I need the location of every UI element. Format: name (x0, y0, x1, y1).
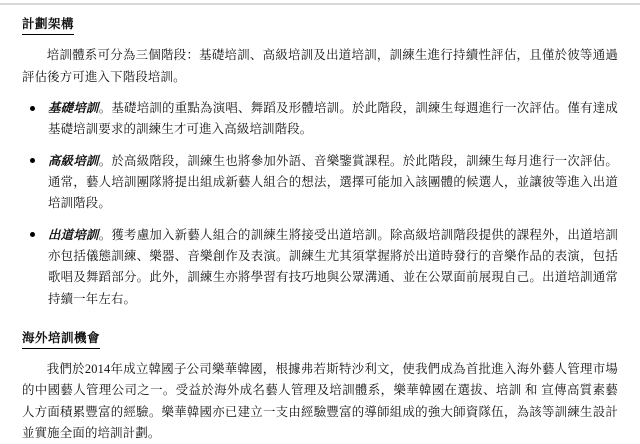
list-item-text: 。於高級階段，訓練生也將參加外語、音樂鑒賞課程。於此階段，訓練生每月進行一次評估。通常，藝人培訓團隊將提出組成新藝人組合的想法，選擇可能加入該團體的候選人，並讓彼等進入出道培訓階段。 (48, 153, 618, 211)
list-item-term: 出道培訓 (48, 227, 99, 242)
bullet-list-plan-structure (22, 98, 618, 310)
section-intro-paragraph-1: 培訓體系可分為三個階段：基礎培訓、高級培訓及出道培訓，訓練生進行持續性評估，且僅於彼等通過評估後方可進入下階段培訓。 (22, 48, 618, 84)
list-item-term: 基礎培訓 (48, 100, 99, 115)
page-top-divider (0, 3, 640, 5)
list-item (22, 151, 618, 215)
list-item-text: 。基礎培訓的重點為演唱、舞蹈及形體培訓。於此階段，訓練生每週進行一次評估。僅有達成基礎培訓要求的訓練生才可進入高級培訓階段。 (48, 100, 618, 137)
section-heading-plan-structure: 計劃架構 (22, 16, 74, 35)
section-heading-wrap-2 (22, 328, 618, 349)
section-intro-paragraph-2: 我們於2014年成立韓國子公司樂華韓國，根據弗若斯特沙利文，使我們成為首批進入海外藝人管理市場的中國藝人管理公司之一。受益於海外成名藝人管理及培訓體系，樂華韓國在選拔、培訓 和 宣傳高質素藝人方面積累豐富的經驗。樂華韓國亦已建立一支由經驗豐富的導師組成的強大師資隊伍，為該等訓練生設計並實施全面的培訓計劃。 (22, 362, 618, 441)
list-item (22, 98, 618, 141)
bullet-dot-icon (30, 232, 35, 237)
bullet-dot-icon (30, 106, 35, 111)
section-heading-wrap-1 (22, 14, 618, 35)
list-item (22, 225, 618, 310)
bullet-dot-icon (30, 158, 35, 163)
section-heading-overseas-training: 海外培訓機會 (22, 330, 100, 349)
list-item-text: 。獲考慮加入新藝人組合的訓練生將接受出道培訓。除高級培訓階段提供的課程外，出道培訓亦包括儀態訓練、樂器、音樂創作及表演。訓練生尤其須掌握將於出道時發行的音樂作品的表演，包括歌唱及舞蹈部分。此外，訓練生亦將學習有技巧地與公眾溝通、並在公眾面前展現自己。出道培訓通常持續一年左右。 (48, 227, 618, 306)
list-item-term: 高級培訓 (48, 153, 99, 168)
